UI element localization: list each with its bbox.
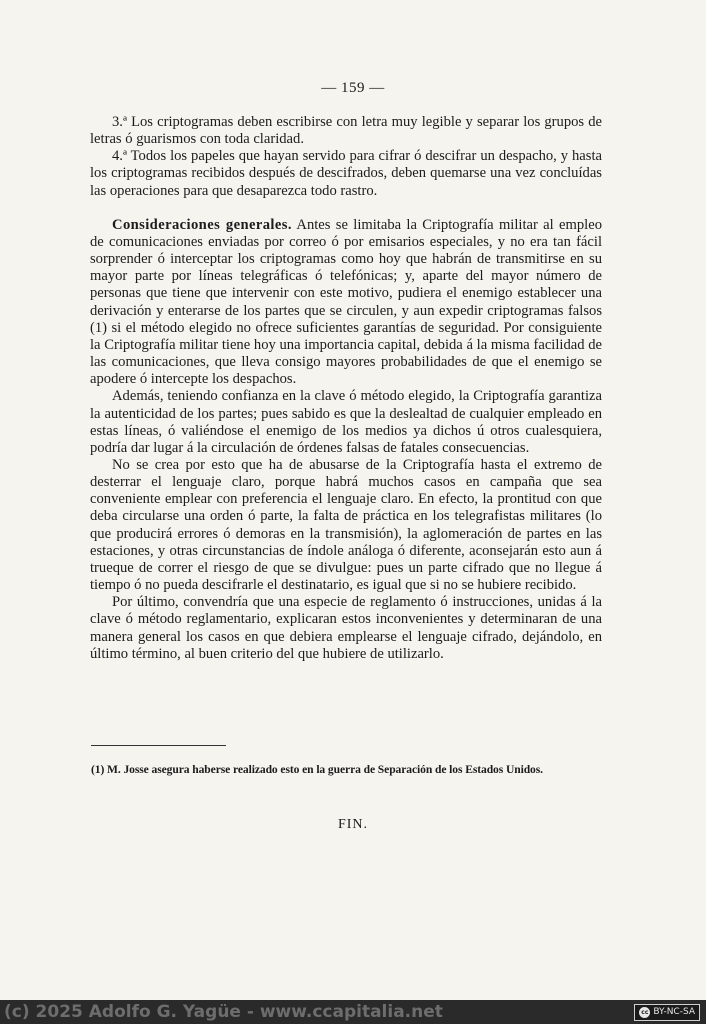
copyright-credit: (c) 2025 Adolfo G. Yagüe - www.ccapitalia.net [4, 1002, 443, 1022]
paragraph-regulations: Por último, convendría que una especie de reglamento ó instrucciones, unidas á la clave ó método reglamentario, explicaran estos inconvenientes y determinaran de una manera general los casos en que debiera emplearse el lenguaje cifrado, dejándolo, en último término, al buen criterio del que hubiere de utilizarlo. [90, 594, 602, 662]
footnote-divider [91, 745, 226, 746]
paragraph-clear-language: No se crea por esto que ha de abusarse de la Criptografía hasta el extremo de desterrar el lenguaje claro, porque habrá muchos casos en campaña que sea conveniente emplear con preferencia el lenguaje claro. En efecto, la prontitud con que deba circularse una orden ó parte, la falta de práctica en los telegrafistas militares (lo que producirá errores ó demoras en la transmisión), la aglomeración de partes en las estaciones, y otras circunstancias de índole análoga ó diferente, aconsejarán esto aun á trueque de correr el riesgo de que se divulgue: pues un parte cifrado que no llegue á tiempo ó no pueda descifrarle el destinatario, es igual que si no se hubiere recibido. [90, 456, 602, 594]
watermark-footer [0, 1000, 706, 1024]
license-label: BY-NC-SA [653, 1007, 695, 1017]
license-badge[interactable] [634, 1004, 700, 1021]
paragraph-general-considerations [90, 217, 602, 389]
page-number: — 159 — [321, 80, 385, 96]
end-mark: FIN. [337, 817, 369, 832]
body-text [90, 114, 602, 663]
paragraph-authenticity: Además, teniendo confianza en la clave ó método elegido, la Criptografía garantiza la autenticidad de los partes; pues sabido es que la deslealtad de cualquier empleado en estas líneas, ó valiéndose el enemigo de los medios ya dichos ú otros cualesquiera, podría dar lugar á la circulación de órdenes falsas de fatales consecuencias. [90, 388, 602, 456]
cc-icon: cc [641, 1009, 649, 1016]
paragraph-rule-3: 3.ª Los criptogramas deben escribirse con letra muy legible y separar los grupos de letras ó guarismos con toda claridad. [90, 114, 602, 148]
paragraph-rule-4: 4.ª Todos los papeles que hayan servido para cifrar ó descifrar un despacho, y hasta los criptogramas recibidos después de descifrados, deben quemarse una vez concluídas las operaciones para que desaparezca todo rastro. [90, 148, 602, 199]
footnote: (1) M. Josse asegura haberse realizado esto en la guerra de Separación de los Estados Unidos. [91, 763, 543, 776]
section-heading: Consideraciones generales. [112, 216, 292, 233]
paragraph-text: Antes se limitaba la Criptografía militar al empleo de comunicaciones enviadas por correo ó por emisarios especiales, y no era tan fácil sorprender ó interceptar los criptogramas como hoy que habrán de transmitirse en su mayor parte por líneas telegráficas ó telefónicas; y, aparte del mayor número de personas que tiene que intervenir con este motivo, pudiera el enemigo establecer una derivación y enterarse de los partes que se circulen, y aun expedir criptogramas falsos (1) si el método elegido no ofrece suficientes garantías de seguridad. Por consiguiente la Criptografía militar tiene hoy una importancia capital, debida á la misma facilidad de las comunicaciones, que lleva consigo mayores probabilidades de que el enemigo se apodere ó intercepte los despachos. [90, 216, 602, 388]
